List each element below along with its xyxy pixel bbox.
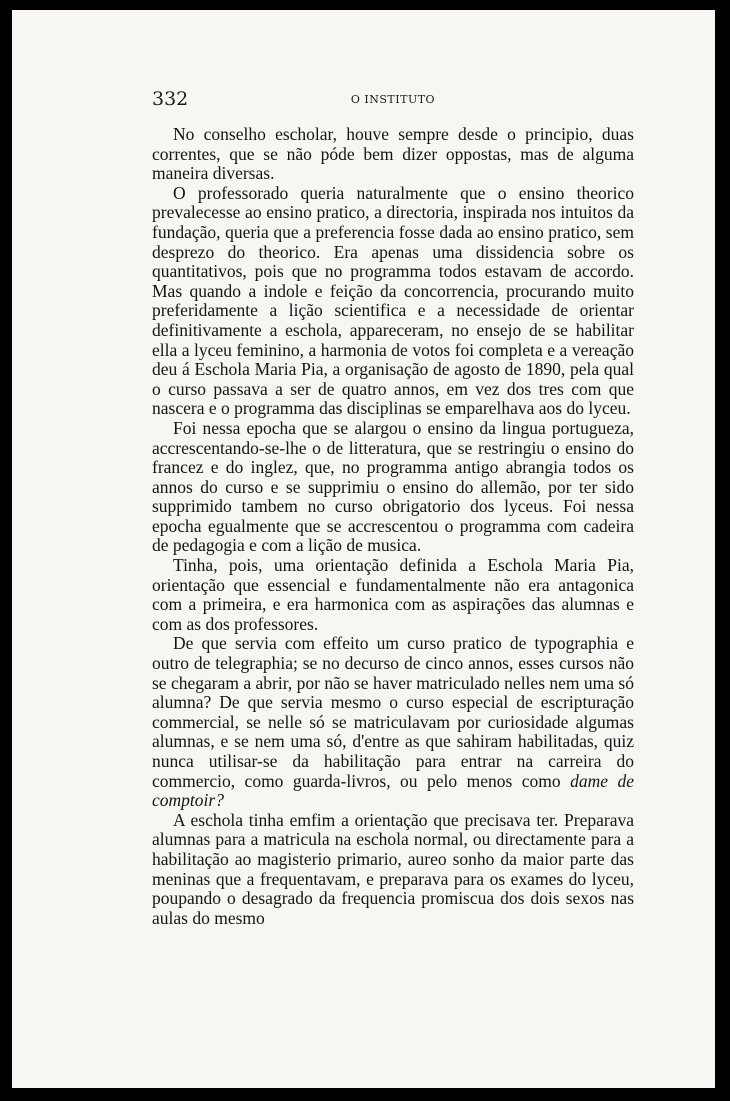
page-header <box>152 88 634 110</box>
paragraph-text: De que servia com effeito um curso pratico de typographia e outro de telegraphia; se no decurso de cinco annos, esses cursos não se chegaram a abrir, por não se haver matriculado nelles nem uma só alumna? De que servia mesmo o curso especial de escripturação commercial, se nelle só se matriculavam por curiosidade algumas alumnas, e se nem uma só, d'entre as que sahiram habilitadas, quiz nunca utilisar-se da habilitação para entrar na carreira do commercio, como guarda-livros, ou pelo menos como <box>152 633 634 791</box>
paragraph <box>152 634 634 810</box>
body-text <box>152 125 634 928</box>
page-number: 332 <box>152 88 189 110</box>
paragraph: O professorado queria naturalmente que o ensino theorico prevalecesse ao ensino pratico, a directoria, inspirada nos intuitos da fundação, queria que a preferencia fosse dada ao ensino pratico, sem desprezo do theorico. Era apenas uma dissidencia sobre os quantitativos, pois que no programma todos estavam de accordo. Mas quando a indole e feição da concorrencia, procurando muito preferidamente a lição scientifica e a necessidade de orientar definitivamente a eschola, appareceram, no ensejo de se habilitar ella a lyceu feminino, a harmonia de votos foi completa e a vereação deu á Eschola Maria Pia, a organisação de agosto de 1890, pela qual o curso passava a ser de quatro annos, em vez dos tres com que nascera e o programma das disciplinas se emparelhava aos do lyceu. <box>152 182 634 419</box>
italic-phrase: dame de comptoir? <box>152 770 634 811</box>
paragraph: Tinha, pois, uma orientação definida a Eschola Maria Pia, orientação que essencial e fundamentalmente não era antagonica com a primeira, e era harmonica com as aspirações das alumnas e com as dos professores. <box>152 555 634 634</box>
paragraph: No conselho escholar, houve sempre desde o principio, duas correntes, que se não póde bem dizer oppostas, mas de alguma maneira diversas. <box>152 124 634 184</box>
paragraph: A eschola tinha emfim a orientação que precisava ter. Preparava alumnas para a matricula na eschola normal, ou directamente para a habilitação ao magisterio primario, aureo sonho da maior parte das meninas que a frequentavam, e preparava para os exames do lyceu, poupando o desagrado da frequencia promiscua dos dois sexos nas aulas do mesmo <box>152 809 634 928</box>
running-title: O INSTITUTO <box>350 93 436 106</box>
book-page <box>12 10 715 1088</box>
paragraph: Foi nessa epocha que se alargou o ensino da lingua portugueza, accrescentando-se-lhe o de litteratura, que se restringiu o ensino do francez e do inglez, que, no programma antigo abrangia todos os annos do curso e se supprimiu o ensino do allemão, por ter sido supprimido tambem no curso obrigatorio dos lyceus. Foi nessa epocha egualmente que se accrescentou o programma com cadeira de pedagogia e com a lição de musica. <box>152 417 634 556</box>
